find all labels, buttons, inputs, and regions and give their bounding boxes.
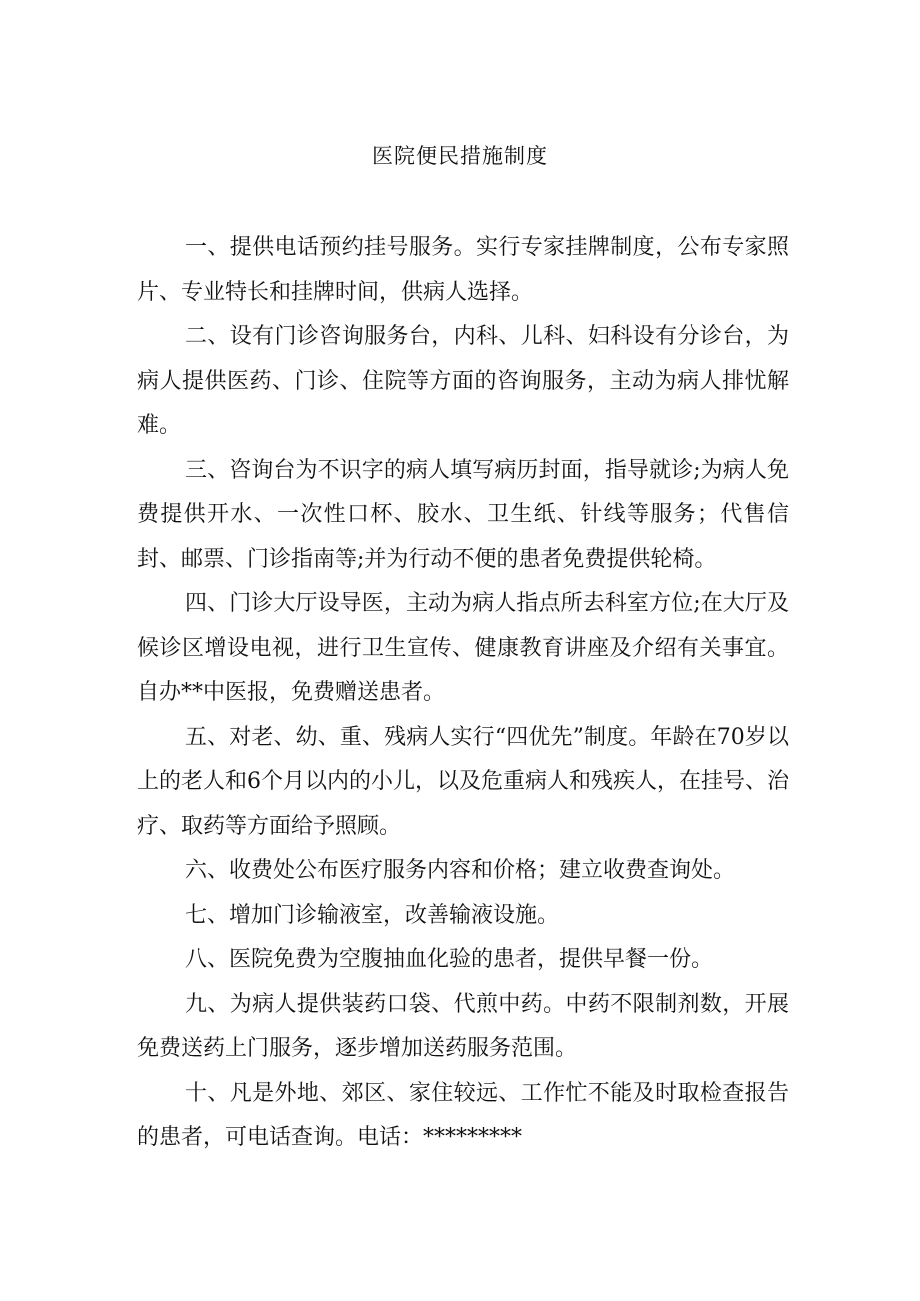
document-title: 医院便民措施制度 [372, 144, 548, 168]
paragraph-1: 一、提供电话预约挂号服务。实行专家挂牌制度，公布专家照片、专业特长和挂牌时间，供病人选择。 [137, 235, 789, 305]
paragraph-6: 六、收费处公布医疗服务内容和价格；建立收费查询处。 [185, 858, 736, 883]
paragraph-10: 十、凡是外地、郊区、家住较远、工作忙不能及时取检查报告的患者，可电话查询。电话：********* [137, 1080, 789, 1150]
paragraph-4: 四、门诊大厅设导医，主动为病人指点所去科室方位;在大厅及候诊区增设电视，进行卫生宣传、健康教育讲座及介绍有关事宜。自办**中医报，免费赠送患者。 [137, 591, 789, 705]
paragraph-7: 七、增加门诊输液室，改善输液设施。 [185, 902, 560, 928]
paragraph-5: 五、对老、幼、重、残病人实行“四优先”制度。年龄在70岁以上的老人和6个月以内的小儿，以及危重病人和残疾人，在挂号、治疗、取药等方面给予照顾。 [137, 724, 789, 839]
paragraph-3: 三、咨询台为不识字的病人填写病历封面，指导就诊;为病人免费提供开水、一次性口杯、胶水、卫生纸、针线等服务；代售信封、邮票、门诊指南等;并为行动不便的患者免费提供轮椅。 [137, 457, 789, 572]
paragraph-8: 八、医院免费为空腹抽血化验的患者，提供早餐一份。 [185, 947, 714, 972]
document-body [137, 226, 789, 1161]
paragraph-2: 二、设有门诊咨询服务台，内科、儿科、妇科设有分诊台，为病人提供医药、门诊、住院等方面的咨询服务，主动为病人排忧解难。 [137, 324, 789, 438]
paragraph-9: 九、为病人提供装药口袋、代煎中药。中药不限制剂数，开展免费送药上门服务，逐步增加送药服务范围。 [137, 991, 789, 1061]
